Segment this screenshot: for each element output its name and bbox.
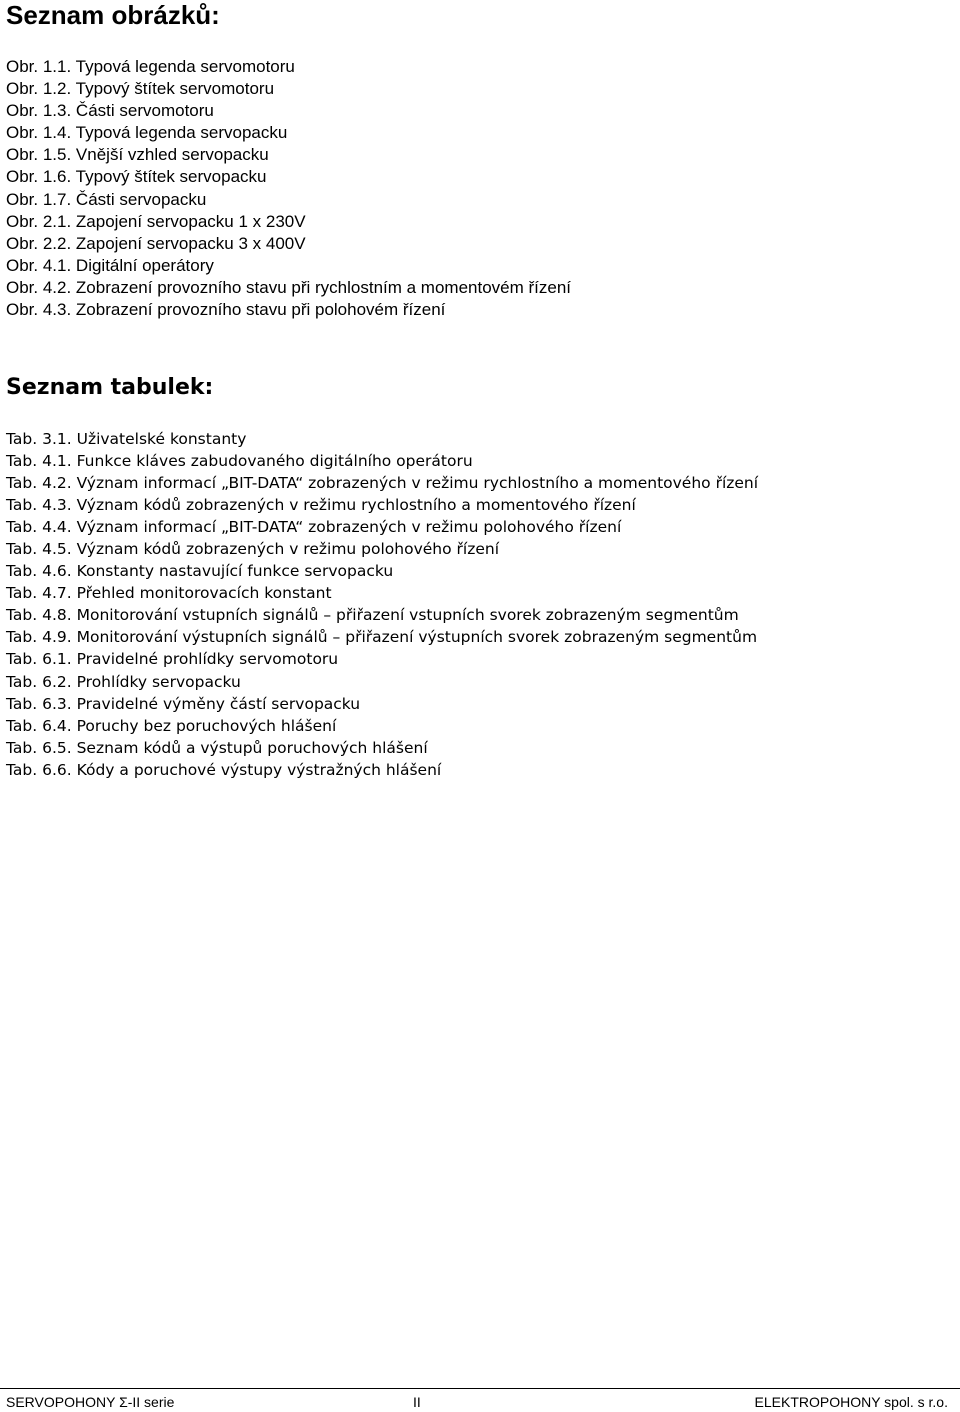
table-list-item: Tab. 4.4. Význam informací „BIT-DATA“ zobrazených v režimu polohového řízení [6,518,622,537]
table-list-item: Tab. 6.2. Prohlídky servopacku [6,672,241,691]
figure-list-item: Obr. 1.4. Typová legenda servopacku [6,123,288,143]
figures-list [6,56,571,321]
table-list-item: Tab. 4.9. Monitorování výstupních signálů – přiřazení výstupních svorek zobrazeným segmentům [6,628,758,647]
figure-list-item: Obr. 1.1. Typová legenda servomotoru [6,57,295,76]
footer-divider [0,1388,960,1389]
footer-company-name: ELEKTROPOHONY spol. s r.o. [754,1394,948,1410]
table-list-item: Tab. 6.3. Pravidelné výměny částí servopacku [6,694,361,713]
figure-list-item: Obr. 4.1. Digitální operátory [6,255,214,275]
table-list-item: Tab. 6.1. Pravidelné prohlídky servomotoru [6,650,339,669]
table-list-item: Tab. 6.5. Seznam kódů a výstupů poruchových hlášení [6,738,428,757]
figures-list-heading: Seznam obrázků: [6,0,220,30]
figure-list-item: Obr. 1.3. Části servomotoru [6,101,214,121]
figure-list-item: Obr. 1.6. Typový štítek servopacku [6,167,267,187]
footer-product-name: SERVOPOHONY Σ-II serie [6,1394,175,1410]
figure-list-item: Obr. 2.2. Zapojení servopacku 3 x 400V [6,233,306,253]
table-list-item: Tab. 4.6. Konstanty nastavující funkce servopacku [6,562,394,581]
table-list-item: Tab. 4.8. Monitorování vstupních signálů – přiřazení vstupních svorek zobrazeným segmentům [6,606,739,625]
table-list-item: Tab. 4.5. Význam kódů zobrazených v režimu polohového řízení [6,540,500,559]
figure-list-item: Obr. 1.5. Vnější vzhled servopacku [6,145,269,165]
figure-list-item: Obr. 4.3. Zobrazení provozního stavu při polohovém řízení [6,300,446,320]
figure-list-item: Obr. 1.2. Typový štítek servomotoru [6,79,275,99]
figure-list-item: Obr. 1.7. Části servopacku [6,189,207,209]
figure-list-item: Obr. 2.1. Zapojení servopacku 1 x 230V [6,211,306,231]
table-list-item: Tab. 6.6. Kódy a poruchové výstupy výstražných hlášení [6,760,442,779]
page-footer [0,1388,960,1412]
table-list-item: Tab. 4.3. Význam kódů zobrazených v režimu rychlostního a momentového řízení [6,496,636,515]
table-list-item: Tab. 4.1. Funkce kláves zabudovaného digitálního operátoru [6,452,473,471]
footer-page-number: II [413,1394,421,1410]
figure-list-item: Obr. 4.2. Zobrazení provozního stavu při rychlostním a momentovém řízení [6,277,572,297]
table-list-item: Tab. 4.7. Přehled monitorovacích konstant [6,584,332,603]
tables-list [6,428,758,781]
tables-list-heading: Seznam tabulek: [6,375,214,400]
table-list-item: Tab. 6.4. Poruchy bez poruchových hlášení [6,716,337,735]
table-list-item: Tab. 3.1. Uživatelské konstanty [6,430,247,448]
table-list-item: Tab. 4.2. Význam informací „BIT-DATA“ zobrazených v režimu rychlostního a momentového řízení [6,474,759,493]
